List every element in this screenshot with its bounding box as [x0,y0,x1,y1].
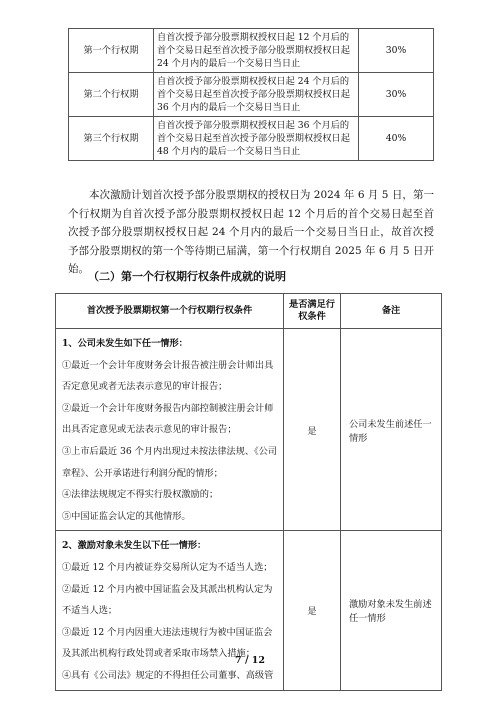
condition-item: ③最近 12 个月内因重大违法违规行为被中国证监会及其派出机构行政处罚或者采取市场禁入措施； [62,626,273,660]
period-description-cell: 自首次授予部分股票期权授权日起 12 个月后的首个交易日起至首次授予部分股票期权授权日起 24 个月内的最后一个交易日当日止 [154,29,359,73]
ratio-cell: 40% [359,117,434,161]
condition-item: ⑤中国证监会认定的其他情形。 [62,510,191,522]
period-cell: 第二个行权期 [69,73,154,117]
ratio-cell: 30% [359,29,434,73]
header-met: 是否满足行权条件 [284,294,341,329]
header-note: 备注 [341,294,442,329]
page-number: 7 / 12 [235,655,265,666]
period-description-cell: 自首次授予部分股票期权授权日起 36 个月后的首个交易日起至首次授予部分股票期权授权日起 48 个月内的最后一个交易日当日止 [154,117,359,161]
table-row [69,29,434,73]
met-cell: 是 [284,329,341,531]
table-row [56,531,442,690]
condition-item: ①最近一个会计年度财务会计报告被注册会计师出具否定意见或者无法表示意见的审计报告； [62,359,274,393]
note-cell: 公司未发生前述任一情形 [341,329,442,531]
table-row [69,73,434,117]
period-cell: 第三个行权期 [69,117,154,161]
table-row [56,329,442,531]
conditions-table [55,293,442,691]
note-cell: 激励对象未发生前述任一情形 [341,531,442,690]
condition-item: ①最近 12 个月内被证券交易所认定为不适当人选； [62,561,273,573]
condition-item: ②最近一个会计年度财务报告内部控制被注册会计师出具否定意见或无法表示意见的审计报告； [62,402,274,436]
condition-heading: 1、公司未发生如下任一情形： [62,338,188,349]
condition-cell [56,329,284,531]
condition-item: ③上市后最近 36 个月内出现过未按法律法规、《公司章程》、公开承诺进行利润分配的情形； [62,445,278,479]
condition-item: ②最近 12 个月内被中国证监会及其派出机构认定为不适当人选； [62,583,273,617]
period-description-cell: 自首次授予部分股票期权授权日起 24 个月后的首个交易日起至首次授予部分股票期权授权日起 36 个月内的最后一个交易日当日止 [154,73,359,117]
table-header-row [56,294,442,329]
header-condition: 首次授予股票期权第一个行权期行权条件 [56,294,284,329]
vesting-schedule-table [68,28,434,161]
body-paragraph: 本次激励计划首次授予部分股票期权的授权日为 2024 年 6 月 5 日，第一个行权期为自首次授予部分股票期权授权日起 12 个月后的首个交易日起至首次授予部分股票期权授权日起 24 个月内的最后一个交易日当日止，故首次授予部分股票期权的第一个等待期已届满，第一个行权期自 2025 年 6 月 5 日开始。 [68,189,434,275]
met-cell: 是 [284,531,341,690]
condition-heading: 2、激励对象未发生以下任一情形： [62,540,207,552]
condition-cell [56,531,284,690]
section-title: （二）第一个行权期行权条件成就的说明 [88,270,286,283]
condition-item: ④具有《公司法》规定的不得担任公司董事、高级管 [62,669,274,681]
period-cell: 第一个行权期 [69,29,154,73]
ratio-cell: 30% [359,73,434,117]
table-row [69,117,434,161]
condition-item: ④法律法规规定不得实行股权激励的； [62,489,219,501]
